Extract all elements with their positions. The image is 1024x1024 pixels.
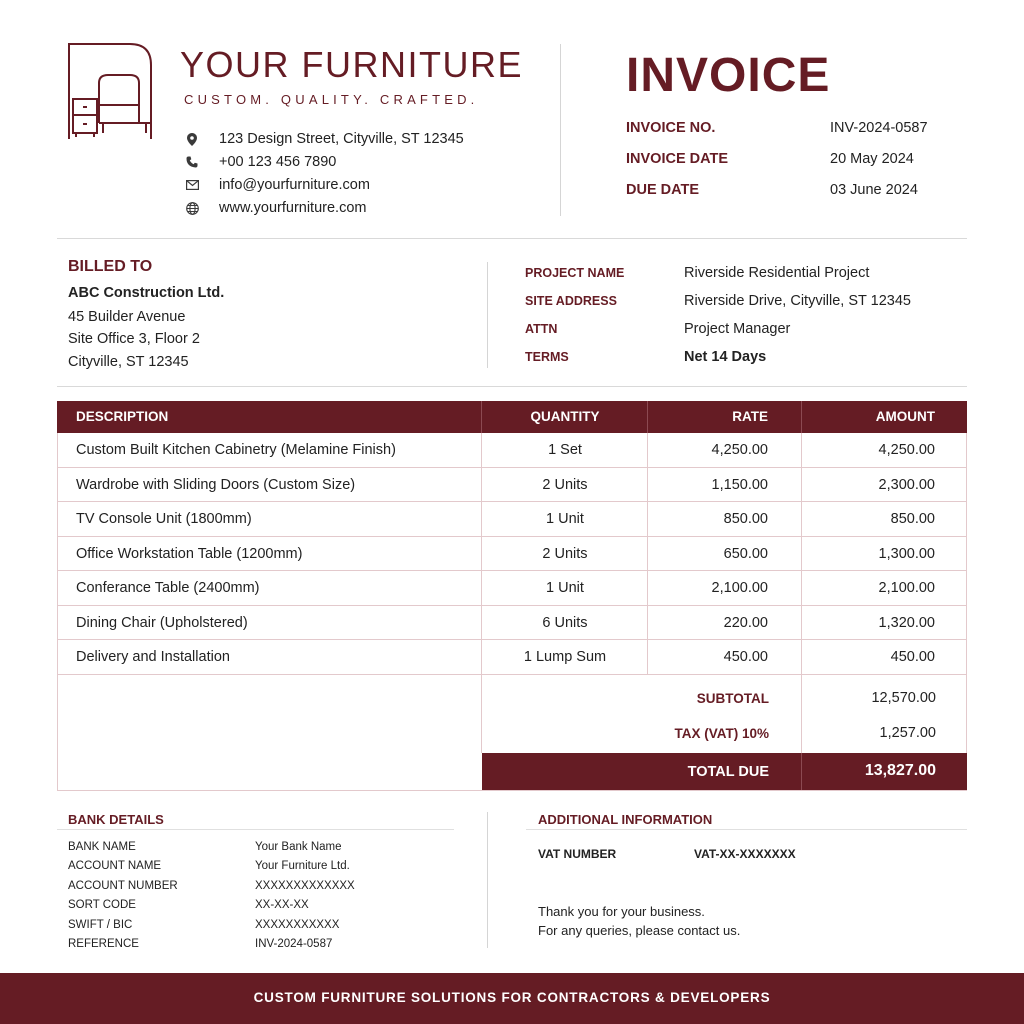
total-due-value: 13,827.00 xyxy=(864,762,936,779)
cell-quantity: 1 Unit xyxy=(546,511,584,527)
cell-description: Custom Built Kitchen Cabinetry (Melamine Finish) xyxy=(76,442,396,458)
cell-rate: 4,250.00 xyxy=(711,442,768,458)
subtotal-value: 12,570.00 xyxy=(871,690,936,706)
billing-rule xyxy=(57,386,967,387)
cell-amount: 1,320.00 xyxy=(878,614,935,631)
footer-text: CUSTOM FURNITURE SOLUTIONS FOR CONTRACTORS & DEVELOPERS xyxy=(253,990,771,1005)
bank-rule xyxy=(57,829,454,830)
bank-details-title: BANK DETAILS xyxy=(68,812,164,827)
tax-value: 1,257.00 xyxy=(879,725,936,741)
contact-message: For any queries, please contact us. xyxy=(538,923,741,938)
due-date-label: DUE DATE xyxy=(626,182,700,198)
cell-amount: 850.00 xyxy=(890,511,935,527)
contact-email xyxy=(184,177,370,193)
furniture-logo-icon xyxy=(68,43,152,140)
thanks-message: Thank you for your business. xyxy=(538,904,705,919)
bank-label: SORT CODE xyxy=(68,899,136,912)
invoice-date: 20 May 2024 xyxy=(830,151,914,167)
client-address-line2: Site Office 3, Floor 2 xyxy=(68,331,200,347)
globe-icon xyxy=(184,200,200,216)
col-line-rate xyxy=(647,433,648,675)
contact-address xyxy=(184,131,464,147)
total-due-label: TOTAL DUE xyxy=(687,764,769,780)
header-quantity: QUANTITY xyxy=(530,409,600,424)
cell-description: Delivery and Installation xyxy=(76,649,230,665)
subtotal-label: SUBTOTAL xyxy=(696,691,769,706)
invoice-date-label: INVOICE DATE xyxy=(626,151,729,167)
total-divider xyxy=(801,753,802,790)
cell-rate: 1,150.00 xyxy=(711,476,768,493)
client-address-line1: 45 Builder Avenue xyxy=(68,309,186,325)
bank-value: XXXXXXXXXXXXX xyxy=(255,879,355,892)
bank-value: Your Bank Name xyxy=(255,841,342,853)
table-outline xyxy=(57,433,967,791)
cell-rate: 220.00 xyxy=(723,614,768,631)
project-name-label: PROJECT NAME xyxy=(525,266,625,280)
cell-description: Conferance Table (2400mm) xyxy=(76,580,260,596)
company-name: YOUR FURNITURE xyxy=(180,44,523,85)
cell-amount: 2,300.00 xyxy=(878,476,935,493)
cell-amount: 2,100.00 xyxy=(878,580,935,596)
bank-value: Your Furniture Ltd. xyxy=(255,860,350,873)
vat-number-label: VAT NUMBER xyxy=(538,847,617,861)
col-line-qty xyxy=(481,433,482,753)
client-company: ABC Construction Ltd. xyxy=(68,285,225,301)
col-line-amount xyxy=(801,433,802,753)
cell-quantity: 1 Set xyxy=(548,442,582,458)
cell-quantity: 6 Units xyxy=(542,614,588,631)
cell-rate: 850.00 xyxy=(723,511,768,527)
cell-rate: 450.00 xyxy=(723,649,768,665)
bank-label: REFERENCE xyxy=(68,938,139,950)
additional-info-title: ADDITIONAL INFORMATION xyxy=(538,812,713,827)
terms-label: TERMS xyxy=(525,350,569,364)
billing-divider xyxy=(487,262,488,368)
header-divider xyxy=(560,44,561,216)
cell-quantity: 2 Units xyxy=(542,545,588,562)
terms-value: Net 14 Days xyxy=(684,349,767,365)
phone-text: +00 123 456 7890 xyxy=(219,154,337,170)
company-tagline: CUSTOM. QUALITY. CRAFTED. xyxy=(184,92,479,107)
address-text: 123 Design Street, Cityville, ST 12345 xyxy=(219,131,464,147)
invoice-number-label: INVOICE NO. xyxy=(626,120,716,136)
bank-label: ACCOUNT NAME xyxy=(68,860,162,873)
invoice-number: INV-2024-0587 xyxy=(830,120,928,136)
contact-phone xyxy=(184,154,336,170)
bank-value: XX-XX-XX xyxy=(255,899,309,912)
cell-description: TV Console Unit (1800mm) xyxy=(76,511,252,527)
invoice-title: INVOICE xyxy=(626,49,831,102)
cell-rate: 2,100.00 xyxy=(711,580,768,596)
cell-quantity: 2 Units xyxy=(542,476,588,493)
website-text: www.yourfurniture.com xyxy=(219,200,367,216)
cell-rate: 650.00 xyxy=(723,545,768,562)
additional-rule xyxy=(526,829,967,830)
header-description: DESCRIPTION xyxy=(76,409,169,424)
header-rule xyxy=(57,238,967,239)
bank-label: BANK NAME xyxy=(68,841,136,853)
attn-label: ATTN xyxy=(525,322,558,336)
tax-label: TAX (VAT) 10% xyxy=(674,726,769,741)
mail-icon xyxy=(184,177,200,193)
bank-label: ACCOUNT NUMBER xyxy=(68,879,178,892)
attn-value: Project Manager xyxy=(684,321,791,337)
location-pin-icon xyxy=(184,131,200,147)
cell-quantity: 1 Unit xyxy=(546,580,584,596)
cell-amount: 450.00 xyxy=(890,649,935,665)
header-amount: AMOUNT xyxy=(875,409,935,424)
email-text: info@yourfurniture.com xyxy=(219,177,370,193)
header-rate: RATE xyxy=(732,409,768,424)
project-name: Riverside Residential Project xyxy=(684,265,870,281)
cell-amount: 1,300.00 xyxy=(878,545,935,562)
site-address: Riverside Drive, Cityville, ST 12345 xyxy=(684,293,911,309)
client-address-line3: Cityville, ST 12345 xyxy=(68,354,189,370)
footer-section-divider xyxy=(487,812,488,948)
cell-description: Dining Chair (Upholstered) xyxy=(76,614,248,631)
cell-quantity: 1 Lump Sum xyxy=(523,649,607,665)
phone-icon xyxy=(184,154,200,170)
cell-amount: 4,250.00 xyxy=(878,442,935,458)
cell-description: Office Workstation Table (1200mm) xyxy=(76,545,303,562)
due-date: 03 June 2024 xyxy=(830,182,918,198)
bank-value: XXXXXXXXXXX xyxy=(255,918,340,931)
site-address-label: SITE ADDRESS xyxy=(525,294,617,308)
vat-number-value: VAT-XX-XXXXXXX xyxy=(694,847,796,861)
table-header xyxy=(57,401,967,433)
bank-label: SWIFT / BIC xyxy=(68,918,133,931)
bank-value: INV-2024-0587 xyxy=(255,938,333,950)
billed-to-title: BILLED TO xyxy=(68,258,153,275)
cell-description: Wardrobe with Sliding Doors (Custom Size) xyxy=(76,476,356,493)
contact-website xyxy=(184,200,366,216)
